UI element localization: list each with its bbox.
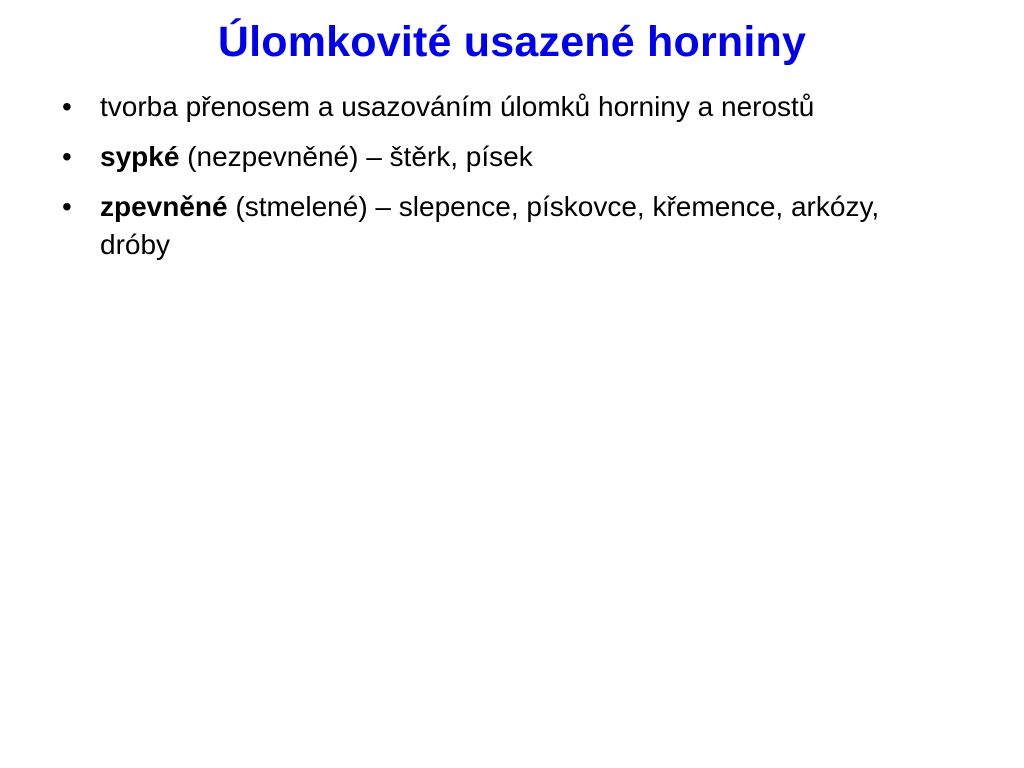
bullet-text: (nezpevněné) – štěrk, písek (179, 141, 533, 172)
bullet-point-icon: • (62, 91, 72, 122)
bullet-item-loose (60, 138, 900, 176)
bullet-text: (stmelené) – slepence, pískovce, křemence, arkózy, dróby (100, 191, 880, 260)
slide-title: Úlomkovité usazené horniny (217, 18, 807, 66)
bullet-item-formation (60, 88, 900, 126)
bullet-item-consolidated (60, 188, 900, 264)
bullet-list (60, 88, 960, 276)
bullet-text: tvorba přenosem a usazováním úlomků horniny a nerostů (100, 91, 815, 122)
bullet-point-icon: • (62, 141, 72, 172)
bullet-term: sypké (100, 141, 180, 172)
bullet-point-icon: • (62, 191, 72, 222)
bullet-term: zpevněné (100, 191, 228, 222)
